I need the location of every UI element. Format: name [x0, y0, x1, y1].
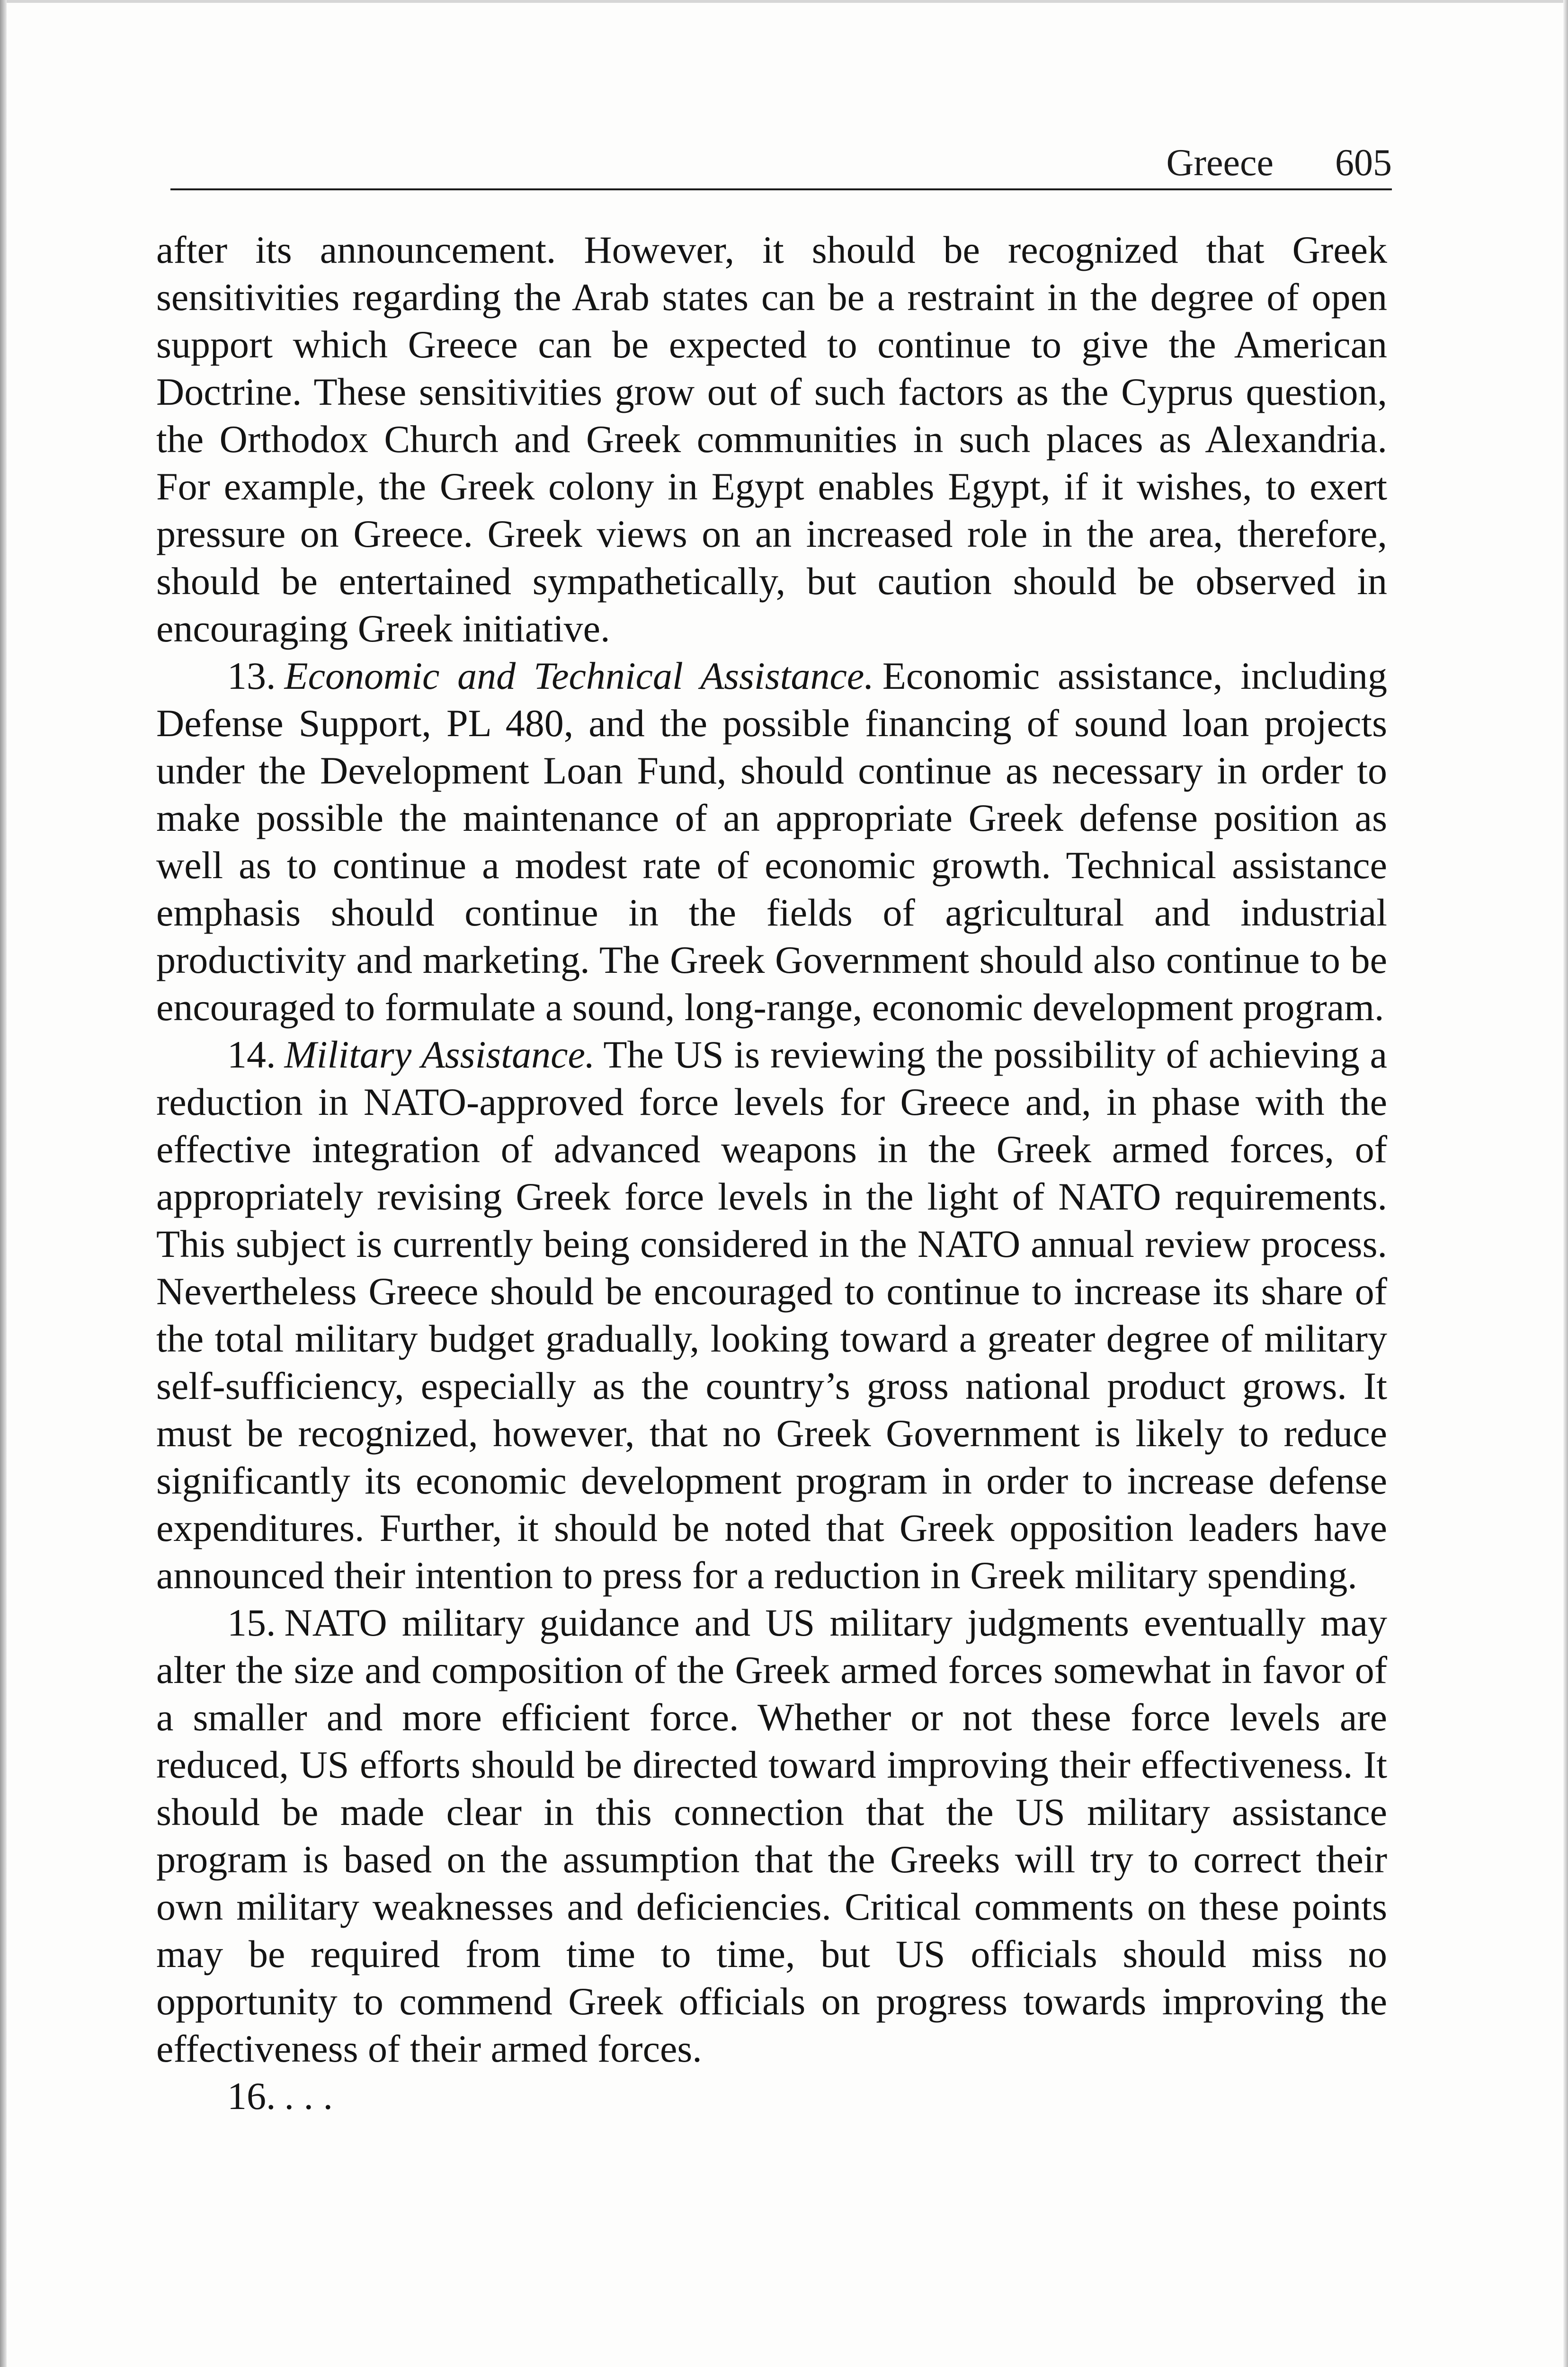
paragraph-number: 14.	[227, 1033, 276, 1076]
paragraph-title: Military Assistance.	[284, 1033, 595, 1076]
paragraph-text: Economic assistance, including Defense Support, PL 480, and the possible financing of sound loan projects under the Development Loan Fund, should continue as necessary in order to make possible the maintenance of an appropriate Greek defense position as well as to continue a modest rate of economic growth. Technical assistance emphasis should continue in the fields of agricultural and industrial productivity and marketing. The Greek Government should also continue to be encouraged to formulate a sound, long-range, economic development program.	[156, 654, 1388, 1029]
paragraph-13	[156, 652, 1387, 1031]
paragraph-text: . . .	[284, 2074, 333, 2118]
page-number: 605	[1335, 142, 1392, 184]
paragraph-15	[156, 1599, 1387, 2073]
paragraph-number: 15.	[227, 1601, 276, 1644]
paragraph-14	[156, 1031, 1387, 1599]
paragraph-text: after its announcement. However, it should be recognized that Greek sensitivities regarding the Arab states can be a restraint in the degree of open support which Greece can be expected to continue to give the American Doctrine. These sensitivities grow out of such factors as the Cyprus question, the Orthodox Church and Greek communities in such places as Alexandria. For example, the Greek colony in Egypt enables Egypt, if it wishes, to exert pressure on Greece. Greek views on an increased role in the area, therefore, should be entertained sympathetically, but caution should be observed in encouraging Greek initiative.	[156, 228, 1387, 650]
paragraph-16	[156, 2073, 1387, 2120]
page-top-edge	[0, 0, 1568, 3]
paragraph-text: The US is reviewing the possibility of achieving a reduction in NATO-approved force levels for Greece and, in phase with the effective integration of advanced weapons in the Greek armed forces, of appropriately revising Greek force levels in the light of NATO requirements. This subject is currently being considered in the NATO annual review process. Nevertheless Greece should be encouraged to continue to increase its share of the total military budget gradually, looking toward a greater degree of military self-sufficiency, especially as the country’s gross national product grows. It must be recognized, however, that no Greek Government is likely to reduce significantly its economic development program in order to increase defense expenditures. Further, it should be noted that Greek opposition leaders have announced their intention to press for a reduction in Greek military spending.	[156, 1033, 1387, 1597]
paragraph-text: NATO military guidance and US military judgments eventually may alter the size and composition of the Greek armed forces somewhat in favor of a smaller and more efficient force. Whether or not these force levels are reduced, US efforts should be directed toward improving their effectiveness. It should be made clear in this connection that the US military assistance program is based on the assumption that the Greeks will try to correct their own military weaknesses and deficiencies. Critical comments on these points may be required from time to time, but US officials should miss no opportunity to commend Greek officials on progress towards improving the effectiveness of their armed forces.	[156, 1601, 1387, 2070]
paragraph-continuation	[156, 226, 1387, 652]
paragraph-number: 16.	[227, 2074, 276, 2118]
paragraph-title: Economic and Technical Assistance.	[284, 654, 874, 697]
running-head	[170, 136, 1392, 190]
paragraph-number: 13.	[227, 654, 276, 697]
page-right-edge	[1563, 0, 1568, 2367]
page-binding-edge	[0, 0, 7, 2367]
body-text	[156, 226, 1387, 2120]
running-head-section: Greece	[1166, 142, 1274, 184]
